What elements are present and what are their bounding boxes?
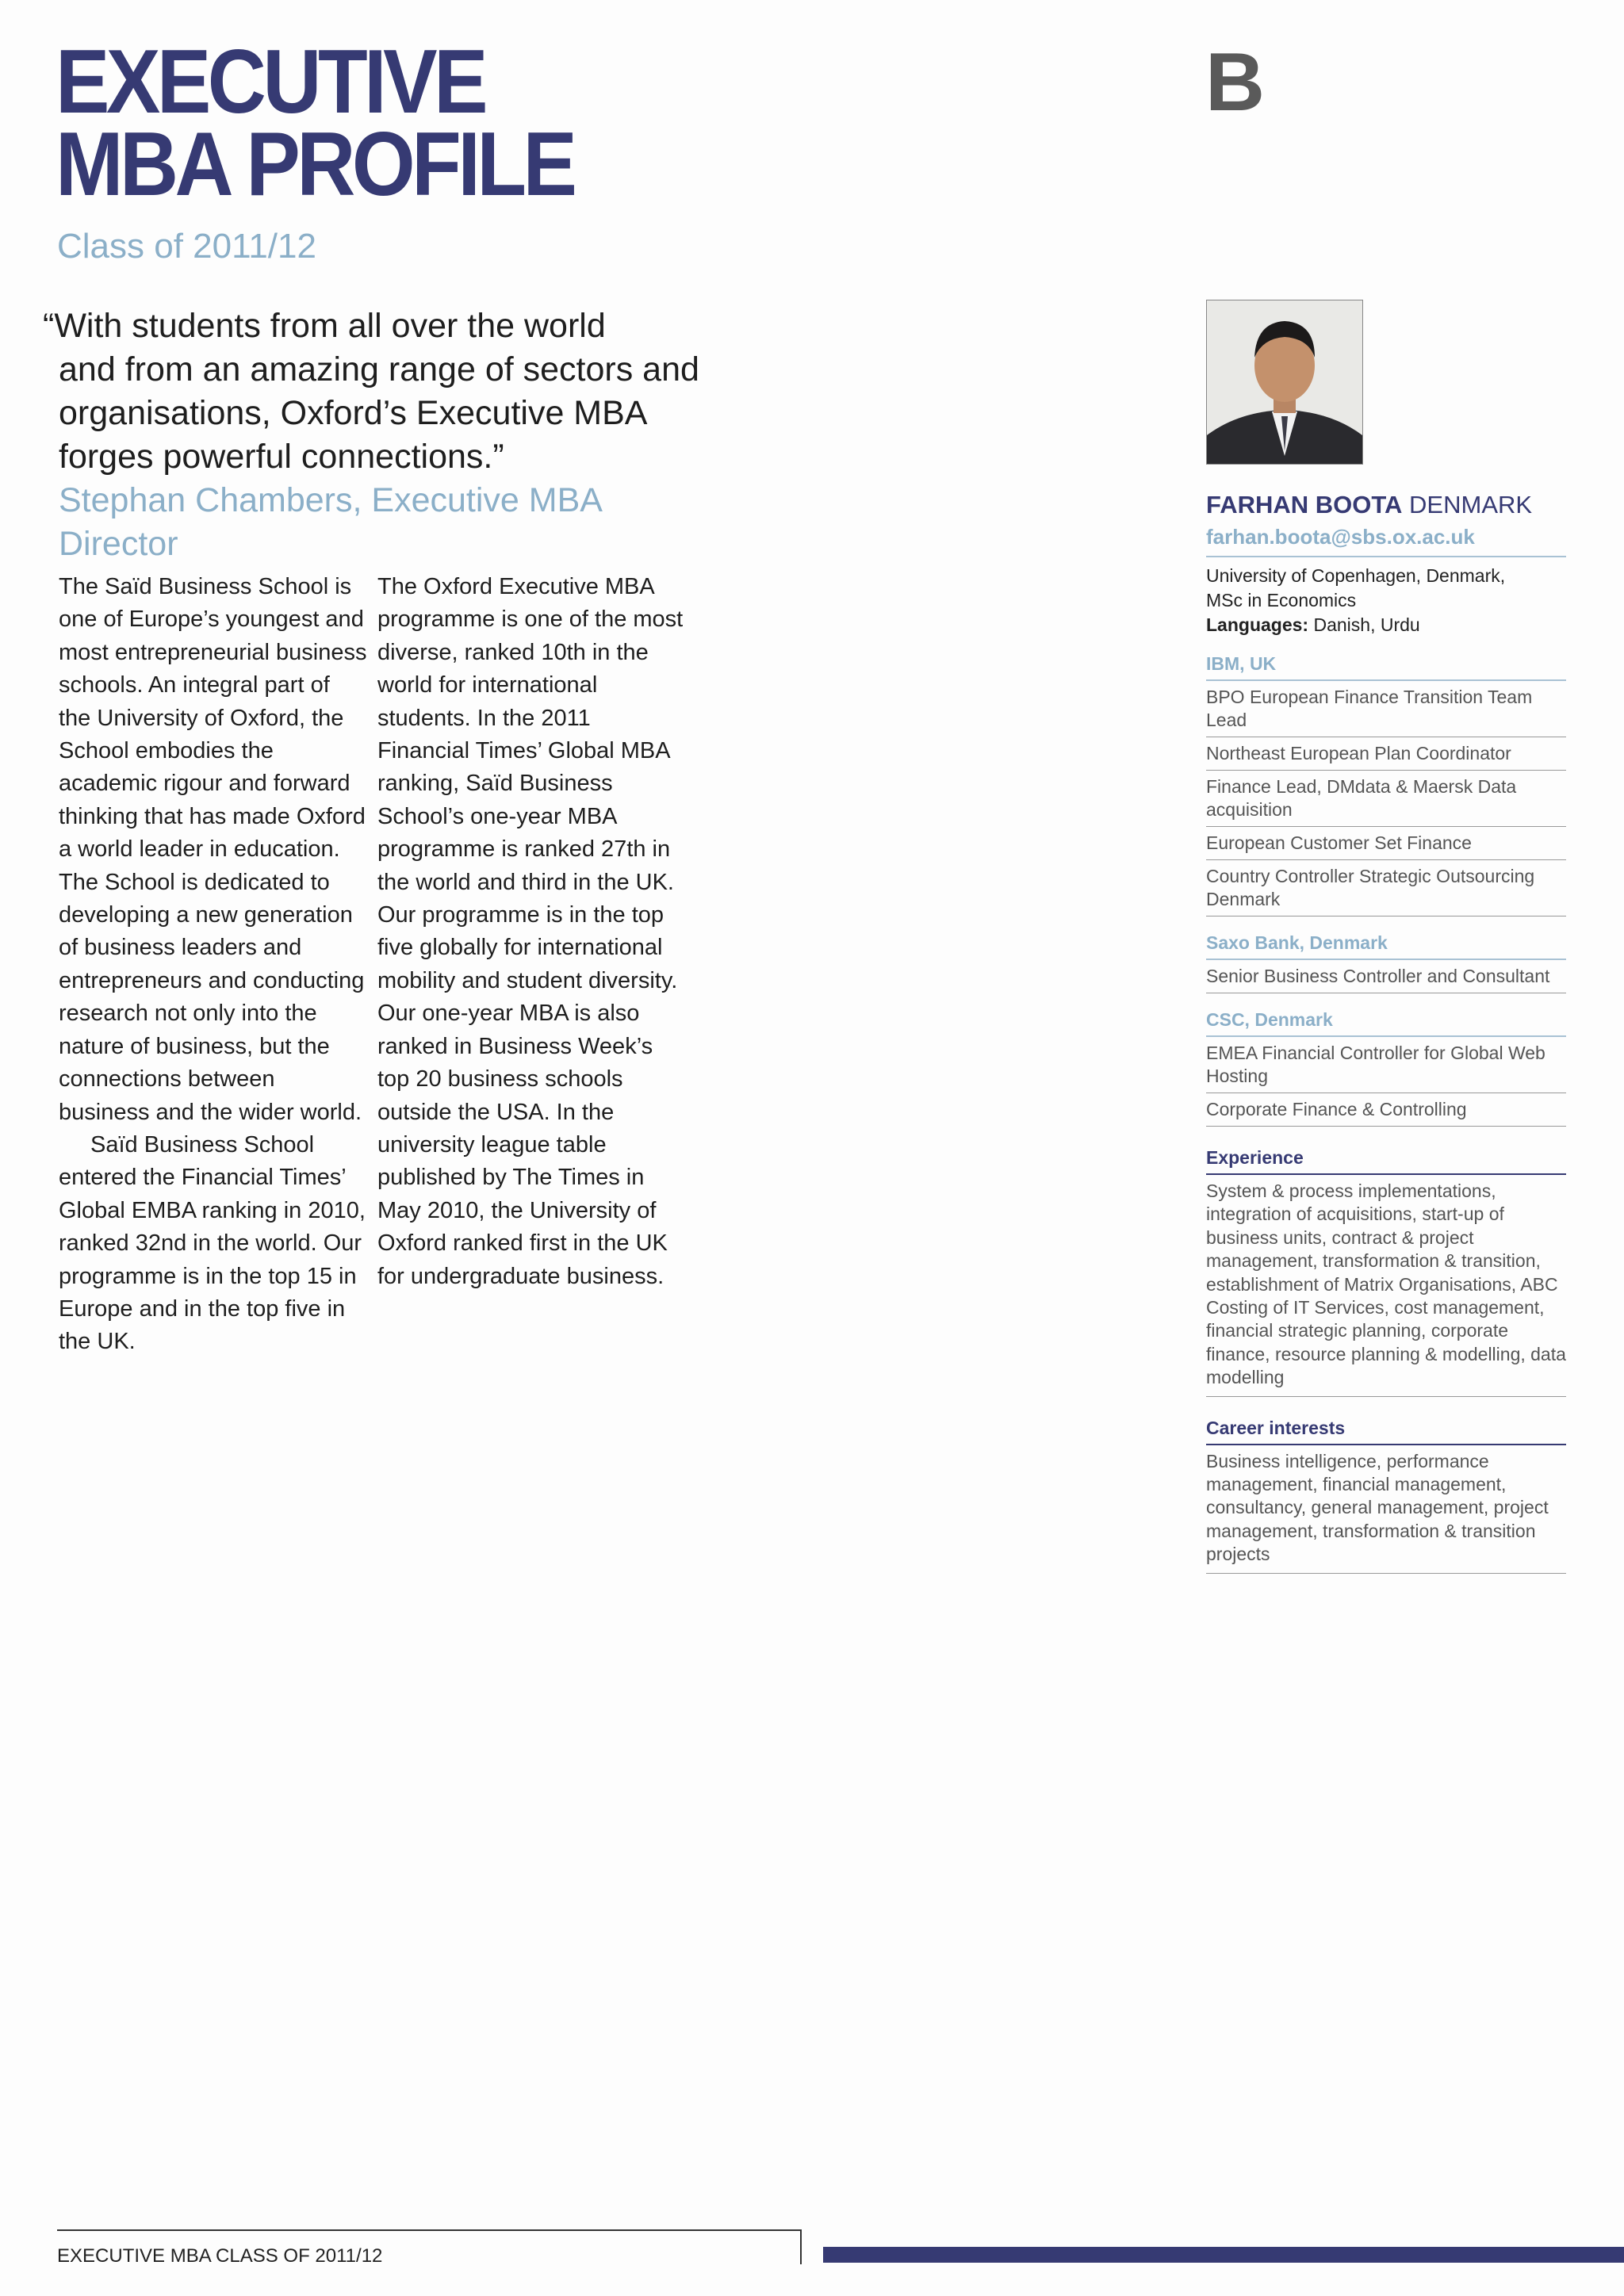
employer-name: CSC, Denmark <box>1206 1009 1566 1037</box>
employer-name: IBM, UK <box>1206 653 1566 681</box>
role-item: Senior Business Controller and Consultant <box>1206 960 1566 993</box>
quote-line: forges powerful connections.” <box>59 438 504 476</box>
body-paragraph: The Saïd Business School is one of Europe’s youngest and most entrepreneurial business schools. An integral part of the University of Oxford, the School embodies the academic rigour and forward thinking that has made Oxford a world leader in education. The School is dedicated to developing a new generation of business leaders and entrepreneurs and conducting research not only into the nature of business, but the connections between business and the wider world. <box>59 574 367 1125</box>
role-item: Country Controller Strategic Outsourcing Denmark <box>1206 860 1566 916</box>
body-column-1 <box>59 571 368 1359</box>
title-line-1: EXECUTIVE <box>56 32 485 132</box>
quote-attribution: Stephan Chambers, Executive MBA Director <box>59 481 601 563</box>
footer-tick <box>800 2229 802 2264</box>
role-item: European Customer Set Finance <box>1206 827 1566 860</box>
languages-label: Languages: <box>1206 614 1309 635</box>
student-profile <box>1206 490 1566 1574</box>
role-item: Corporate Finance & Controlling <box>1206 1093 1566 1127</box>
employer <box>1206 653 1566 916</box>
role-item: BPO European Finance Transition Team Lead <box>1206 681 1566 737</box>
education-line: MSc in Economics <box>1206 590 1357 610</box>
role-item: EMEA Financial Controller for Global Web Hosting <box>1206 1037 1566 1093</box>
employer <box>1206 1009 1566 1127</box>
quote-line: and from an amazing range of sectors and <box>59 350 699 388</box>
footer-text: EXECUTIVE MBA CLASS OF 2011/12 <box>57 2245 383 2267</box>
education-line: University of Copenhagen, Denmark, <box>1206 565 1506 586</box>
quote-line: “With students from all over the world <box>43 307 606 345</box>
footer-divider <box>57 2229 801 2231</box>
student-email[interactable]: farhan.boota@sbs.ox.ac.uk <box>1206 525 1566 557</box>
quote-line: organisations, Oxford’s Executive MBA <box>59 394 648 432</box>
student-name-line <box>1206 490 1566 520</box>
profile-photo <box>1206 300 1363 465</box>
section-letter: B <box>1205 36 1266 128</box>
student-country: DENMARK <box>1409 491 1533 519</box>
role-item: Northeast European Plan Coordinator <box>1206 737 1566 771</box>
employer <box>1206 932 1566 993</box>
languages <box>1206 613 1566 637</box>
employer-name: Saxo Bank, Denmark <box>1206 932 1566 960</box>
experience-text: System & process implementations, integration of acquisitions, start-up of business units, contract & project management, transformation & transition, establishment of Matrix Organisations, ABC Costing of IT Services, cost management, financial strategic planning, corporate finance, resource planning & modelling, data modelling <box>1206 1175 1566 1397</box>
body-paragraph: The Oxford Executive MBA programme is one of the most diverse, ranked 10th in the world for international students. In the 2011 Financial Times’ Global MBA ranking, Saïd Business School’s one-year MBA programme is ranked 27th in the world and third in the UK. Our programme is in the top five globally for international mobility and student diversity. Our one-year MBA is also ranked in Business Week’s top 20 business schools outside the USA. In the university league table published by The Times in May 2010, the University of Oxford ranked first in the UK for undergraduate business. <box>377 574 684 1289</box>
role-item: Finance Lead, DMdata & Maersk Data acquisition <box>1206 771 1566 827</box>
languages-value: Danish, Urdu <box>1313 614 1420 635</box>
experience-heading: Experience <box>1206 1147 1566 1175</box>
footer-bar <box>823 2247 1624 2263</box>
body-paragraph: Saïd Business School entered the Financial Times’ Global EMBA ranking in 2010, ranked 32nd in the world. Our programme is in the top 15 in Europe and in the top five in the UK. <box>59 1131 366 1355</box>
body-column-2 <box>377 571 687 1293</box>
student-name: FARHAN BOOTA <box>1206 491 1403 519</box>
portrait-image <box>1207 300 1362 464</box>
class-of-subtitle: Class of 2011/12 <box>57 227 316 266</box>
page-title <box>56 32 574 215</box>
education <box>1206 564 1566 637</box>
career-interests-text: Business intelligence, performance management, financial management, consultancy, general management, project management, transformation & transition projects <box>1206 1445 1566 1574</box>
experience-section <box>1206 1147 1566 1397</box>
career-interests-heading: Career interests <box>1206 1418 1566 1445</box>
career-interests-section <box>1206 1418 1566 1574</box>
director-quote <box>43 304 725 566</box>
title-line-2: MBA PROFILE <box>56 114 574 215</box>
